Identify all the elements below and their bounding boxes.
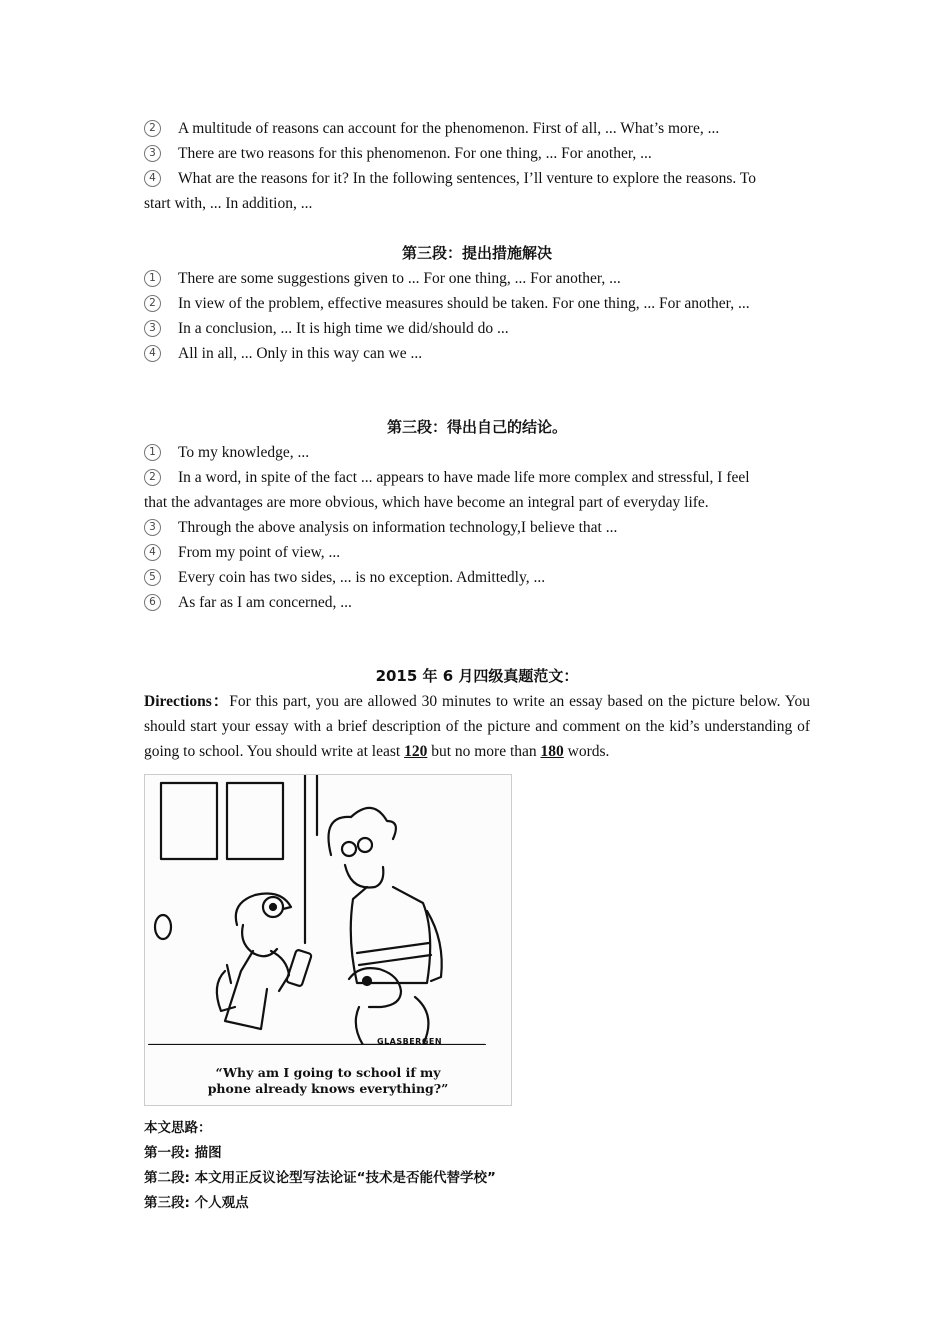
directions-paragraph (144, 689, 810, 764)
list-item-text: As far as I am concerned, ... (178, 594, 352, 611)
circled-number: 5 (144, 569, 161, 586)
list-item-text: To my knowledge, ... (178, 444, 310, 461)
list-item (144, 291, 810, 316)
list-item (144, 440, 810, 465)
list-item (144, 116, 810, 141)
directions-label: Directions (144, 693, 212, 710)
list-item (144, 465, 810, 490)
list-item (144, 266, 810, 291)
circled-number: 2 (144, 295, 161, 312)
cartoon-image (144, 774, 512, 1106)
list-item (144, 565, 810, 590)
list-item (144, 141, 810, 166)
directions-colon: ： (211, 693, 230, 710)
circled-number: 3 (144, 519, 161, 536)
list-item-continuation: that the advantages are more obvious, which have become an integral part of everyday life. (144, 494, 709, 511)
solutions-list (144, 266, 810, 366)
reasons-list (144, 116, 810, 216)
essay-outline (144, 1116, 810, 1216)
circled-number: 1 (144, 270, 161, 287)
list-item (144, 540, 810, 565)
circled-number: 2 (144, 120, 161, 137)
list-item (144, 166, 810, 191)
list-item-text: In a word, in spite of the fact ... appears to have made life more complex and stressful, I feel (178, 469, 750, 486)
list-item-continuation: start with, ... In addition, ... (144, 195, 313, 212)
list-item-text: In a conclusion, ... It is high time we did/should do ... (178, 320, 509, 337)
circled-number: 1 (144, 444, 161, 461)
outline-paragraph-3: 第三段: 个人观点 (144, 1195, 249, 1211)
document-page (144, 116, 810, 1216)
cartoon-caption-line: “Why am I going to school if my (215, 1065, 441, 1080)
list-item (144, 316, 810, 341)
list-item-text: From my point of view, ... (178, 544, 341, 561)
circled-number: 6 (144, 594, 161, 611)
section-heading: 2015 年 6 月四级真题范文： (375, 667, 579, 685)
conclusions-list (144, 440, 810, 615)
circled-number: 3 (144, 320, 161, 337)
list-item-text: All in all, ... Only in this way can we ... (178, 345, 423, 362)
section-heading: 第三段：提出措施解决 (401, 244, 552, 262)
list-item-text: There are two reasons for this phenomenon. For one thing, ... For another, ... (178, 145, 652, 162)
cartoon-caption (145, 1065, 511, 1097)
list-item-text: A multitude of reasons can account for the phenomenon. First of all, ... What’s more, ... (178, 120, 720, 137)
section-heading: 第三段：得出自己的结论。 (386, 418, 567, 436)
list-item (144, 590, 810, 615)
directions-text: For this part, you are allowed 30 minutes to write an essay based on the picture below. You should start your essay with a brief description of the picture and comment on the kid’s understanding of going to school. You should write at least (144, 693, 810, 760)
directions-text: words. (563, 743, 610, 760)
min-word-count: 120 (404, 743, 428, 760)
list-item (144, 341, 810, 366)
circled-number: 3 (144, 145, 161, 162)
circled-number: 4 (144, 170, 161, 187)
cartoonist-signature: GLASBERGEN (377, 1037, 443, 1046)
list-item-text: There are some suggestions given to ... For one thing, ... For another, ... (178, 270, 621, 287)
list-item-text: Every coin has two sides, ... is no exception. Admittedly, ... (178, 569, 546, 586)
list-item (144, 515, 810, 540)
circled-number: 2 (144, 469, 161, 486)
outline-title: 本文思路： (144, 1120, 212, 1136)
circled-number: 4 (144, 544, 161, 561)
list-item-text: In view of the problem, effective measures should be taken. For one thing, ... For another, ... (178, 295, 750, 312)
outline-paragraph-1: 第一段: 描图 (144, 1145, 222, 1161)
list-item-text: Through the above analysis on information technology,I believe that ... (178, 519, 618, 536)
directions-text: but no more than (427, 743, 541, 760)
outline-paragraph-2: 第二段: 本文用正反议论型写法论证“技术是否能代替学校” (144, 1170, 496, 1186)
cartoon-drawing (145, 775, 511, 1045)
max-word-count: 180 (540, 743, 564, 760)
cartoon-caption-line: phone already knows everything?” (207, 1081, 449, 1096)
list-item-text: What are the reasons for it? In the following sentences, I’ll venture to explore the reasons. To (178, 170, 756, 187)
circled-number: 4 (144, 345, 161, 362)
